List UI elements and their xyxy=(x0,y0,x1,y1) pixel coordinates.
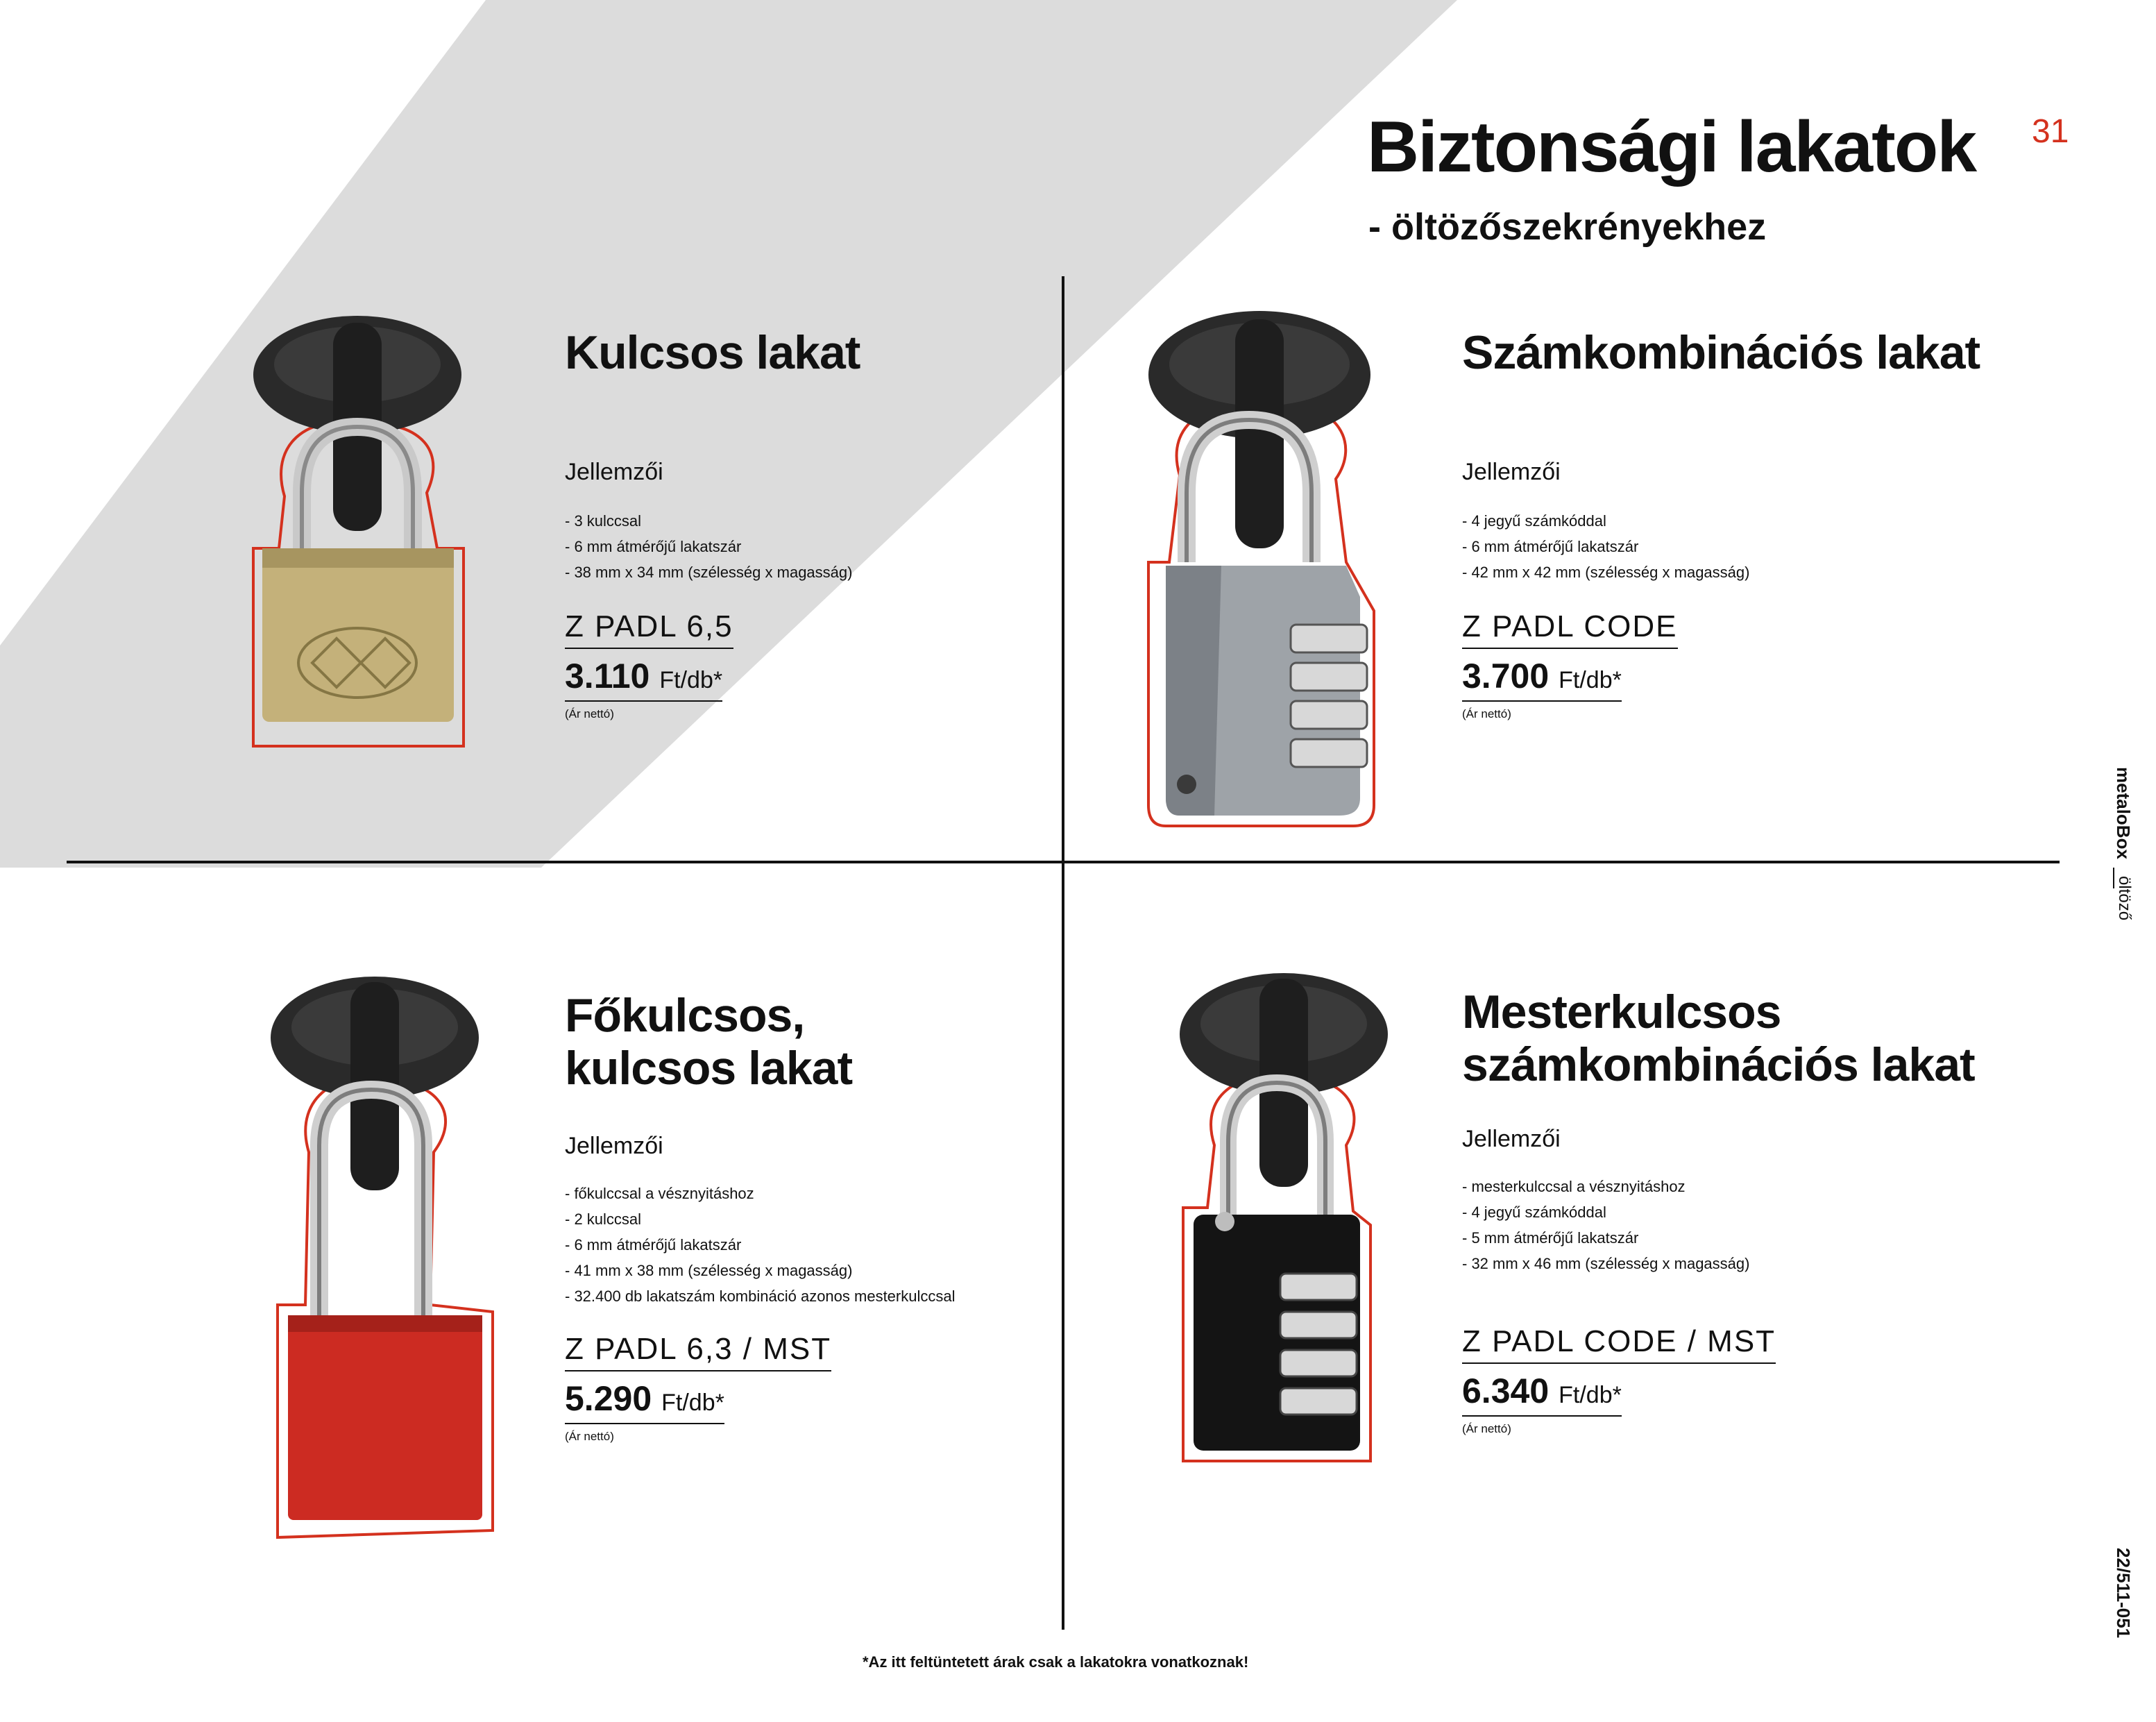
black-combination-lock-icon xyxy=(1173,968,1395,1478)
feature-item: - 6 mm átmérőjű lakatszár xyxy=(1462,538,1639,556)
product-code: Z PADL 6,5 xyxy=(565,611,733,649)
product-title-line: Mesterkulcsos xyxy=(1462,986,1781,1038)
feature-item: - 38 mm x 34 mm (szélesség x magasság) xyxy=(565,564,853,582)
feature-item: - mesterkulccsal a vésznyitáshoz xyxy=(1462,1178,1686,1196)
product-title: Kulcsos lakat xyxy=(565,326,860,379)
side-brand: metaloBox xyxy=(2113,767,2134,859)
red-padlock-icon xyxy=(257,972,507,1548)
features-heading: Jellemzői xyxy=(1462,459,1561,486)
product-title xyxy=(1462,986,2017,1091)
feature-item: - 5 mm átmérőjű lakatszár xyxy=(1462,1229,1639,1247)
brass-padlock-icon xyxy=(243,312,472,750)
feature-item: - 42 mm x 42 mm (szélesség x magasság) xyxy=(1462,564,1750,582)
price-note: (Ár nettó) xyxy=(565,1430,614,1444)
horizontal-divider xyxy=(67,861,2060,863)
feature-item: - 2 kulccsal xyxy=(565,1210,642,1229)
features-heading: Jellemzői xyxy=(565,1133,663,1160)
price-unit: Ft/db* xyxy=(1559,1382,1622,1409)
price-line xyxy=(1462,649,1622,702)
feature-item: - 6 mm átmérőjű lakatszár xyxy=(565,538,742,556)
feature-item: - 32.400 db lakatszám kombináció azonos mesterkulccsal xyxy=(565,1288,956,1306)
product-code: Z PADL 6,3 / MST xyxy=(565,1334,831,1371)
price-value: 5.290 xyxy=(565,1379,652,1419)
product-code: Z PADL CODE xyxy=(1462,611,1678,649)
product-szamkombinacios-lakat xyxy=(1462,326,2017,721)
price-value: 6.340 xyxy=(1462,1371,1550,1411)
feature-item: - 32 mm x 46 mm (szélesség x magasság) xyxy=(1462,1255,1750,1273)
price-note: (Ár nettó) xyxy=(1462,1422,1511,1436)
page-subtitle: - öltözőszekrényekhez xyxy=(1368,206,1767,248)
feature-item: - 4 jegyű számkóddal xyxy=(1462,512,1606,530)
features-list xyxy=(565,1181,1037,1309)
product-fokulcsos-kulcsos-lakat xyxy=(565,989,1037,1444)
features-list xyxy=(1462,1174,2017,1276)
features-list xyxy=(1462,508,2017,585)
features-heading: Jellemzői xyxy=(1462,1126,1561,1153)
features-list xyxy=(565,508,1037,585)
product-title: Számkombinációs lakat xyxy=(1462,326,1980,379)
product-code: Z PADL CODE / MST xyxy=(1462,1326,1776,1364)
price-value: 3.700 xyxy=(1462,657,1550,696)
price-note: (Ár nettó) xyxy=(565,707,614,721)
side-code: 22/511-051 xyxy=(2113,1548,2134,1639)
product-title-line: Főkulcsos, xyxy=(565,989,805,1042)
page-number: 31 xyxy=(2032,113,2069,150)
product-title-line: számkombinációs lakat xyxy=(1462,1038,1975,1092)
page-title: Biztonsági lakatok xyxy=(1367,107,1976,187)
feature-item: - főkulccsal a vésznyitáshoz xyxy=(565,1185,754,1203)
product-mesterkulcsos-szamkombinacios-lakat xyxy=(1462,986,2017,1436)
silver-combination-lock-icon xyxy=(1138,305,1388,833)
product-title-line: kulcsos lakat xyxy=(565,1042,853,1095)
product-title xyxy=(565,989,1037,1095)
footnote: *Az itt feltüntetett árak csak a lakatokra vonatkoznak! xyxy=(863,1653,1249,1671)
price-unit: Ft/db* xyxy=(661,1390,724,1417)
price-note: (Ár nettó) xyxy=(1462,707,1511,721)
feature-item: - 3 kulccsal xyxy=(565,512,642,530)
vertical-divider xyxy=(1062,276,1064,1630)
price-unit: Ft/db* xyxy=(659,667,723,694)
feature-item: - 4 jegyű számkóddal xyxy=(1462,1204,1606,1222)
price-line xyxy=(1462,1364,1622,1417)
side-category: öltöző xyxy=(2115,876,2134,921)
feature-item: - 6 mm átmérőjű lakatszár xyxy=(565,1236,742,1254)
features-heading: Jellemzői xyxy=(565,459,663,486)
price-unit: Ft/db* xyxy=(1559,667,1622,694)
price-value: 3.110 xyxy=(565,657,650,696)
price-line xyxy=(565,649,722,702)
feature-item: - 41 mm x 38 mm (szélesség x magasság) xyxy=(565,1262,853,1280)
product-kulcsos-lakat xyxy=(565,326,1037,721)
price-line xyxy=(565,1371,724,1424)
